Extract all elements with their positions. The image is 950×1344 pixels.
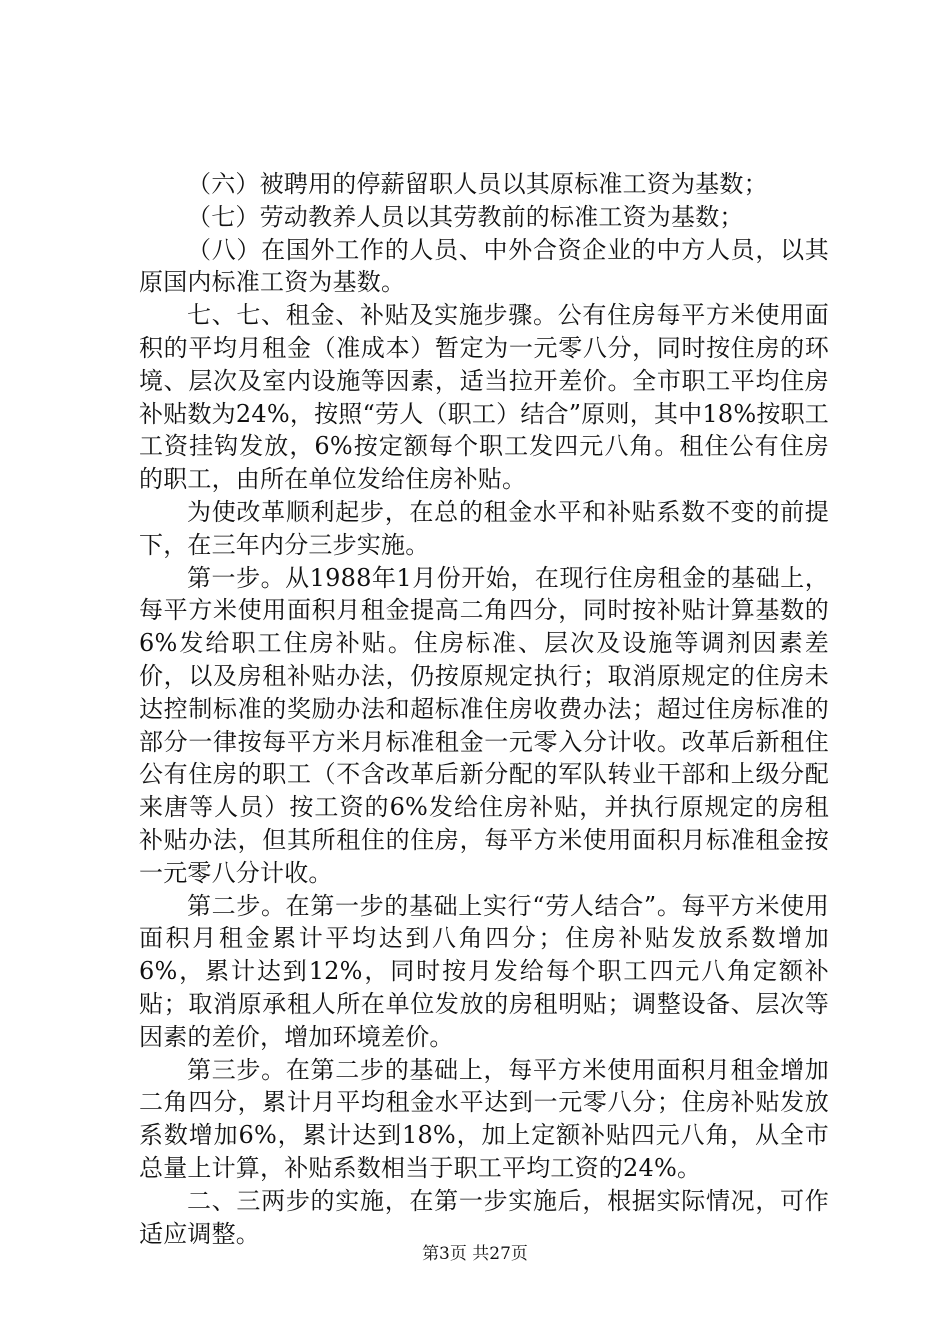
paragraph-6: 第一步。从1988年1月份开始，在现行住房租金的基础上，每平方米使用面积月租金提高二角四分，同时按补贴计算基数的6%发给职工住房补贴。住房标准、层次及设施等调剂因素差价，以及房租补贴办法，仍按原规定执行；取消原规定的住房未达控制标准的奖励办法和超标准住房收费办法；超过住房标准的部分一律按每平方米月标准租金一元零入分计收。改革后新租住公有住房的职工（不含改革后新分配的军队转业干部和上级分配来唐等人员）按工资的6%发给住房补贴，并执行原规定的房租补贴办法，但其所租住的住房，每平方米使用面积月标准租金按一元零八分计收。	[139, 563, 829, 887]
paragraph-7: 第二步。在第一步的基础上实行“劳人结合”。每平方米使用面积月租金累计平均达到八角四分；住房补贴发放系数增加6%，累计达到12%，同时按月发给每个职工四元八角定额补贴；取消原承租人所在单位发放的房租明贴；调整设备、层次等因素的差价，增加环境差价。	[139, 891, 829, 1051]
paragraph-5: 为使改革顺利起步，在总的租金水平和补贴系数不变的前提下，在三年内分三步实施。	[139, 497, 829, 559]
document-body	[139, 168, 829, 1250]
paragraph-2: （七）劳动教养人员以其劳教前的标准工资为基数；	[187, 202, 744, 231]
paragraph-4: 七、七、租金、补贴及实施步骤。公有住房每平方米使用面积的平均月租金（准成本）暂定为一元零八分，同时按住房的环境、层次及室内设施等因素，适当拉开差价。全市职工平均住房补贴数为24%，按照“劳人（职工）结合”原则，其中18%按职工工资挂钩发放，6%按定额每个职工发四元八角。租住公有住房的职工，由所在单位发给住房补贴。	[139, 301, 829, 494]
paragraph-1: （六）被聘用的停薪留职人员以其原标准工资为基数；	[187, 170, 768, 198]
paragraph-9: 二、三两步的实施，在第一步实施后，根据实际情况，可作适应调整。	[139, 1186, 829, 1248]
paragraph-8: 第三步。在第二步的基础上，每平方米使用面积月租金增加二角四分，累计月平均租金水平达到一元零八分；住房补贴发放系数增加6%，累计达到18%，加上定额补贴四元八角，从全市总量上计算，补贴系数相当于职工平均工资的24%。	[139, 1055, 829, 1182]
paragraph-3: （八）在国外工作的人员、中外合资企业的中方人员，以其原国内标准工资为基数。	[139, 235, 829, 297]
page-footer: 第3页 共27页	[422, 1244, 528, 1264]
